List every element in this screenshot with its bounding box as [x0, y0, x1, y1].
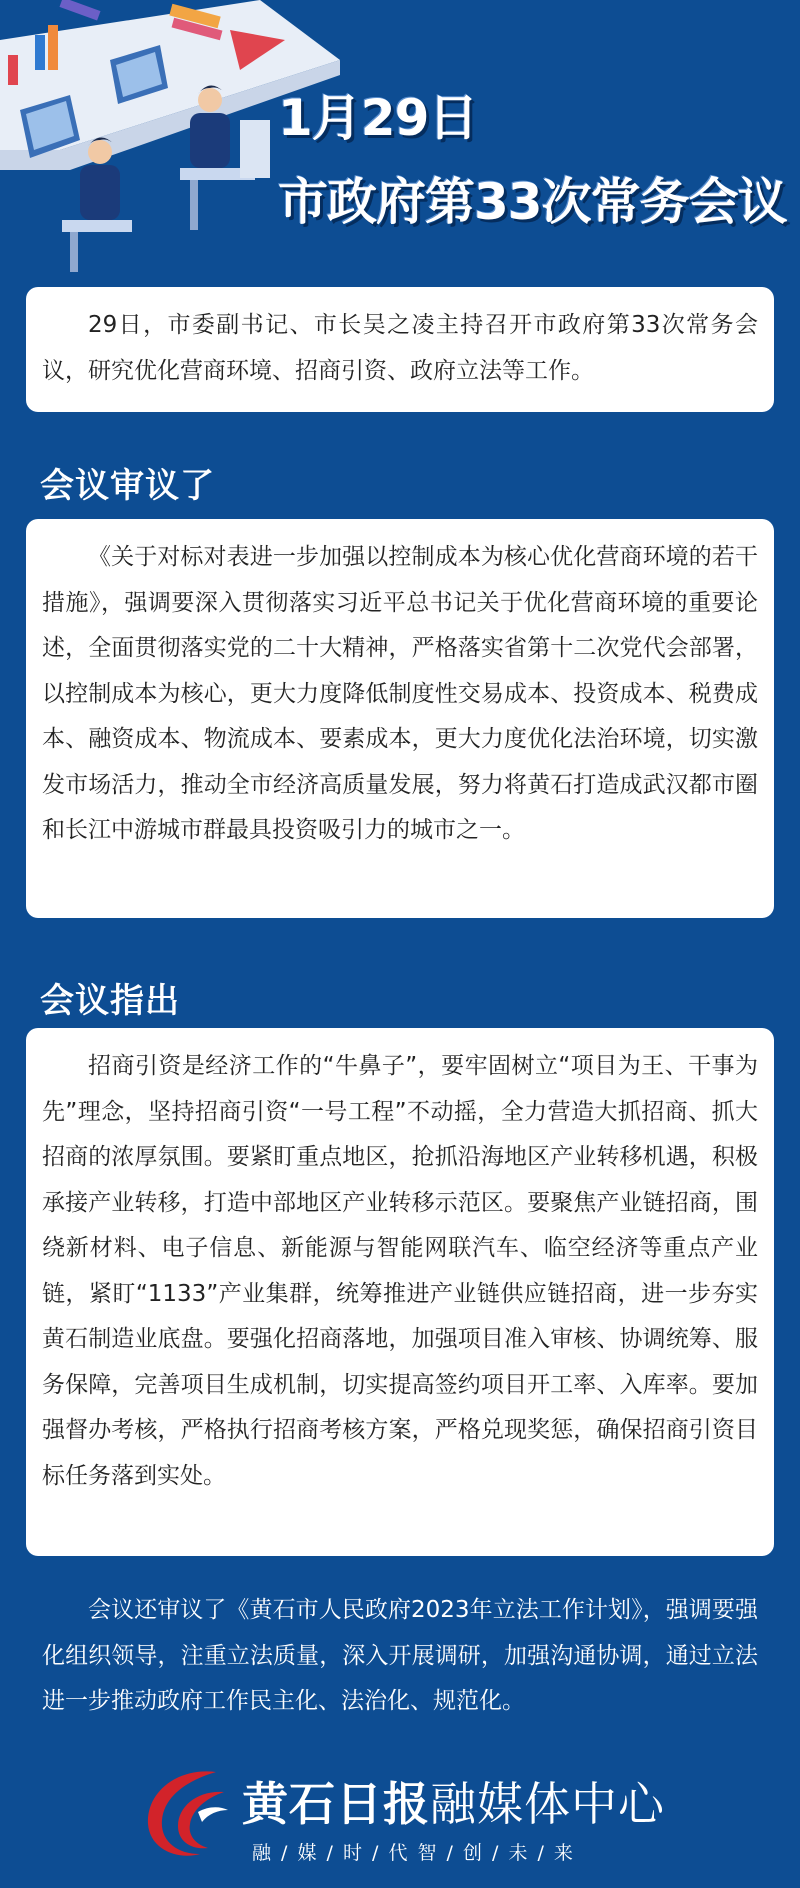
- review-text: 《关于对标对表进一步加强以控制成本为核心优化营商环境的若干措施》，强调要深入贯彻落实习近平总书记关于优化营商环境的重要论述，全面贯彻落实党的二十大精神，严格落实省第十二次党代会部署，以控制成本为核心，更大力度降低制度性交易成本、投资成本、税费成本、融资成本、物流成本、要素成本，更大力度优化法治环境，切实激发市场活力，推动全市经济高质量发展，努力将黄石打造成武汉都市圈和长江中游城市群最具投资吸引力的城市之一。: [42, 544, 758, 843]
- footer-logo: [0, 1740, 800, 1888]
- logo-slogan: 融 / 媒 / 时 / 代 智 / 创 / 未 / 来: [252, 1842, 575, 1864]
- header: [0, 0, 800, 275]
- section-review-title: 会议审议了: [40, 466, 215, 506]
- header-date: 1月29日: [278, 89, 478, 147]
- header-title: 市政府第33次常务会议: [278, 173, 787, 231]
- logo-brand-sub: 融媒体中心: [430, 1777, 665, 1831]
- logo-brand: [242, 1768, 665, 1834]
- huangshi-daily-logo-icon: [138, 1762, 234, 1862]
- intro-card: [26, 287, 774, 412]
- section-point-title: 会议指出: [40, 981, 180, 1021]
- point-card: [26, 1028, 774, 1556]
- closing-paragraph: [42, 1588, 758, 1725]
- intro-text: 29日，市委副书记、市长吴之凌主持召开市政府第33次常务会议，研究优化营商环境、招商引资、政府立法等工作。: [42, 312, 758, 384]
- closing-text: 会议还审议了《黄石市人民政府2023年立法工作计划》，强调要强化组织领导，注重立法质量，深入开展调研，加强沟通协调，通过立法进一步推动政府工作民主化、法治化、规范化。: [42, 1597, 758, 1714]
- review-card: [26, 519, 774, 918]
- logo-brand-main: 黄石日报: [242, 1777, 430, 1831]
- point-text: 招商引资是经济工作的“牛鼻子”，要牢固树立“项目为王、干事为先”理念，坚持招商引资“一号工程”不动摇，全力营造大抓招商、抓大招商的浓厚氛围。要紧盯重点地区，抢抓沿海地区产业转移机遇，积极承接产业转移，打造中部地区产业转移示范区。要聚焦产业链招商，围绕新材料、电子信息、新能源与智能网联汽车、临空经济等重点产业链，紧盯“1133”产业集群，统筹推进产业链供应链招商，进一步夯实黄石制造业底盘。要强化招商落地，加强项目准入审核、协调统筹、服务保障，完善项目生成机制，切实提高签约项目开工率、入库率。要加强督办考核，严格执行招商考核方案，严格兑现奖惩，确保招商引资目标任务落到实处。: [42, 1053, 758, 1489]
